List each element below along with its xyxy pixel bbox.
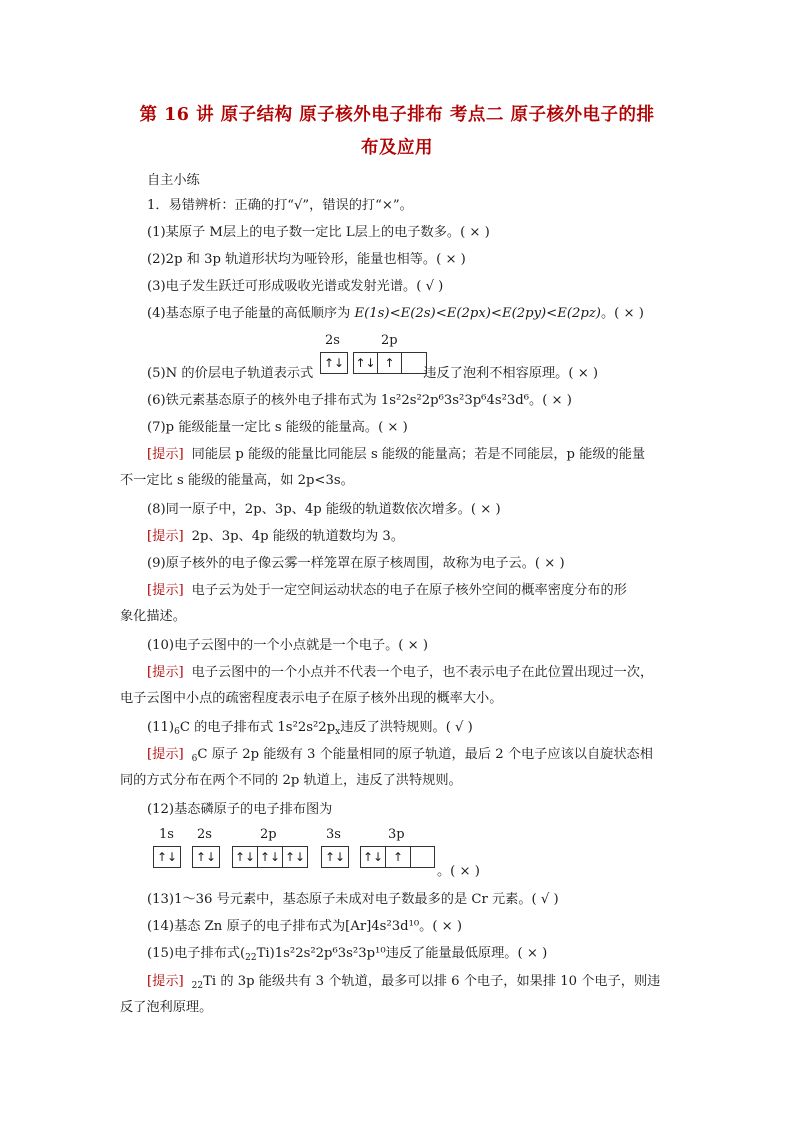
hint-10-cont: 电子云图中小点的疏密程度表示电子在原子核外出现的概率大小。 bbox=[120, 691, 503, 706]
item-4 bbox=[147, 305, 644, 323]
orbital-label-2s: 2s bbox=[197, 827, 212, 842]
orbital-box-3s: ↑↓ bbox=[321, 846, 349, 868]
hint-label: [提示] bbox=[147, 974, 184, 989]
hint-label: [提示] bbox=[147, 447, 184, 462]
item-4-prefix: (4)基态原子电子能量的高低顺序为 bbox=[147, 306, 355, 321]
hint-7-cont: 不一定比 s 能级的能量高，如 2p<3s。 bbox=[120, 473, 354, 488]
hint-15-cont: 反了泡利原理。 bbox=[120, 1000, 213, 1015]
hint-7: [提示] 同能层 p 能级的能量比同能层 s 能级的能量高；若是不同能层，p 能级的能量 bbox=[147, 447, 646, 462]
orbital-label-2p: 2p bbox=[381, 333, 398, 348]
orbital-label-2p: 2p bbox=[260, 827, 277, 842]
hint-label: [提示] bbox=[147, 747, 184, 762]
hint-10: [提示] 电子云图中的一个小点并不代表一个电子，也不表示电子在此位置出现过一次， bbox=[147, 665, 654, 680]
orbital-label-2s: 2s bbox=[325, 333, 340, 348]
orbital-box-3p: ↑↓ ↑ bbox=[360, 846, 435, 868]
item-12: (12)基态磷原子的电子排布图为 bbox=[147, 802, 333, 817]
item-2: (2)2p 和 3p 轨道形状均为哑铃形，能量也相等。( × ) bbox=[147, 252, 466, 267]
hint-15: [提示] $_{22}$Ti 的 3p 能级共有 3 个轨道，最多可以排 6 个电子，如果排 10 个电子，则违 bbox=[147, 974, 661, 991]
hint-label: [提示] bbox=[147, 665, 184, 680]
item-13: (13)1～36 号元素中，基态原子未成对电子数最多的是 Cr 元素。( √ ) bbox=[147, 892, 559, 907]
item-12-suffix: 。( × ) bbox=[437, 864, 480, 879]
item-8: (8)同一原子中，2p、3p、4p 能级的轨道数依次增多。( × ) bbox=[147, 502, 501, 517]
orbital-box-2s: ↑↓ bbox=[320, 352, 348, 374]
orbital-box-2p: ↑↓ ↑ bbox=[353, 352, 427, 374]
orbital-box-2s: ↑↓ bbox=[192, 846, 220, 868]
hint-8: [提示] 2p、3p、4p 能级的轨道数均为 3。 bbox=[147, 529, 405, 544]
item-10: (10)电子云图中的一个小点就是一个电子。( × ) bbox=[147, 638, 428, 653]
item-1: (1)某原子 M层上的电子数一定比 L层上的电子数多。( × ) bbox=[147, 225, 490, 240]
item-14: (14)基态 Zn 原子的电子排布式为[Ar]4s²3d¹⁰。( × ) bbox=[147, 919, 463, 934]
hint-label: [提示] bbox=[147, 529, 184, 544]
item-9: (9)原子核外的电子像云雾一样笼罩在原子核周围，故称为电子云。( × ) bbox=[147, 556, 565, 571]
item-4-formula: E(1s)<E(2s)<E(2px)<E(2py)<E(2pz) bbox=[354, 306, 601, 321]
title-line-2: 布及应用 bbox=[361, 138, 433, 158]
hint-9: [提示] 电子云为处于一定空间运动状态的电子在原子核外空间的概率密度分布的形 bbox=[147, 583, 627, 598]
item-15: (15)电子排布式$(_{22}Ti)1s^22s^22p^63s^23p^{10}$违反了能量最低原理。( × ) bbox=[147, 946, 548, 963]
intro-text: 1．易错辨析：正确的打“√”，错误的打“×”。 bbox=[147, 198, 413, 213]
orbital-label-3s: 3s bbox=[326, 827, 341, 842]
item-11: $(11)_6C$ 的电子排布式 $1s^22s^22p_x$违反了洪特规则。( √ ) bbox=[147, 720, 473, 737]
orbital-box-2p: ↑↓ ↑↓ ↑↓ bbox=[232, 846, 308, 868]
item-5-suffix: 违反了泡利不相容原理。( × ) bbox=[423, 366, 599, 381]
hint-9-cont: 象化描述。 bbox=[120, 609, 186, 624]
title-line-1: 第 16 讲 原子结构 原子核外电子排布 考点二 原子核外电子的排 bbox=[139, 105, 655, 125]
orbital-label-3p: 3p bbox=[388, 827, 405, 842]
hint-11: [提示] $_6$C 原子 2p 能级有 3 个能量相同的原子轨道，最后 2 个电子应该以自旋状态相 bbox=[147, 747, 653, 764]
item-5 bbox=[147, 365, 598, 383]
item-4-suffix: 。( × ) bbox=[600, 306, 644, 321]
item-3: (3)电子发生跃迁可形成吸收光谱或发射光谱。( √ ) bbox=[147, 279, 444, 294]
item-6: (6)铁元素基态原子的核外电子排布式为 1s²2s²2p⁶3s²3p⁶4s²3d⁶。( × ) bbox=[147, 393, 572, 408]
section-heading: 自主小练 bbox=[147, 173, 200, 188]
orbital-label-1s: 1s bbox=[159, 827, 174, 842]
hint-label: [提示] bbox=[147, 583, 184, 598]
item-7: (7)p 能级能量一定比 s 能级的能量高。( × ) bbox=[147, 420, 408, 435]
hint-11-cont: 同的方式分布在两个不同的 2p 轨道上，违反了洪特规则。 bbox=[120, 773, 462, 788]
item-5-prefix: (5)N 的价层电子轨道表示式 bbox=[147, 366, 314, 381]
orbital-box-1s: ↑↓ bbox=[153, 846, 181, 868]
